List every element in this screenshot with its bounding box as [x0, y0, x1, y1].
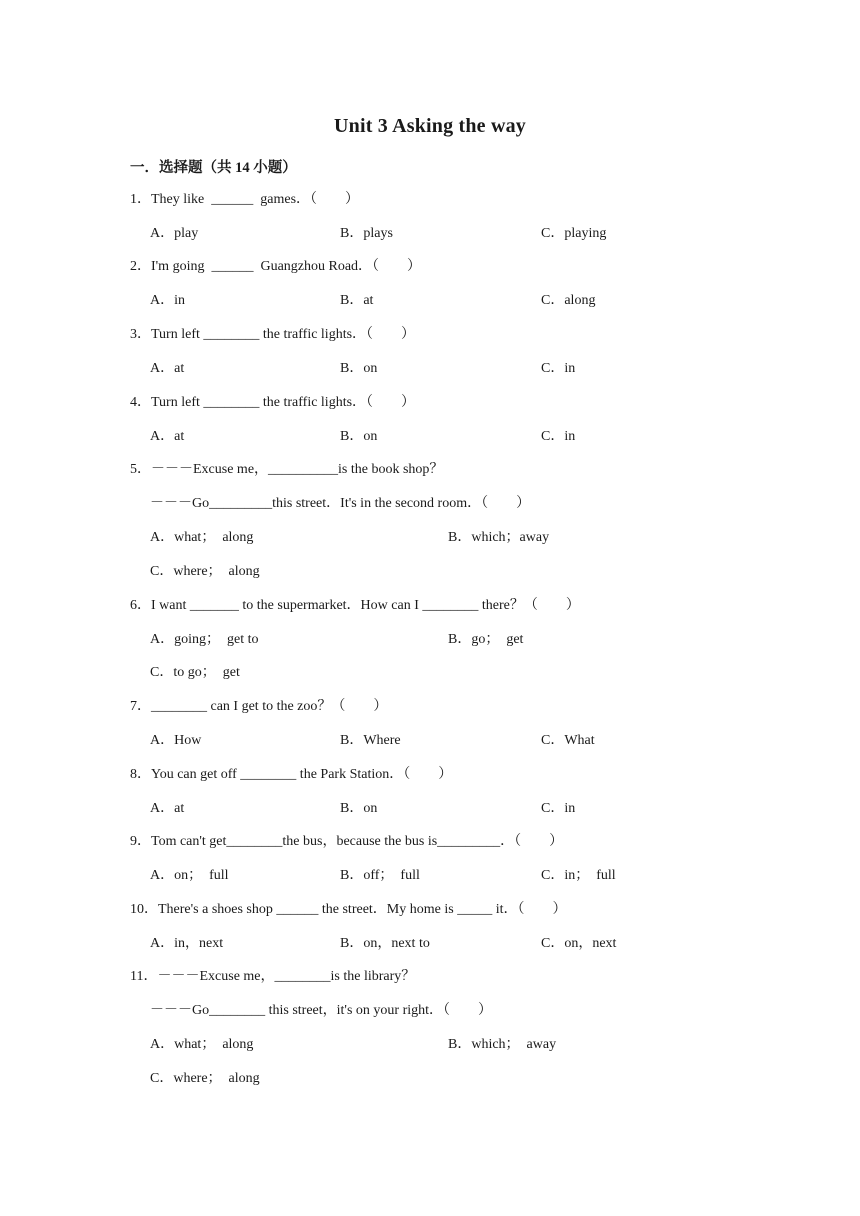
option-c[interactable]: C．along: [541, 293, 596, 308]
option-c[interactable]: C．in: [541, 429, 576, 444]
question-stem: 2．I'm going ______ Guangzhou Road．（ ）: [130, 259, 422, 274]
option-a[interactable]: A．going； get to: [150, 632, 259, 647]
question-stem: 6．I want _______ to the supermarket．How can I ________ there？（ ）: [130, 598, 580, 613]
option-a[interactable]: A．what； along: [150, 530, 254, 545]
option-c[interactable]: C．where； along: [150, 564, 260, 579]
option-b[interactable]: B．which； away: [448, 1037, 557, 1052]
option-a[interactable]: A．at: [150, 801, 185, 816]
page-title: Unit 3 Asking the way: [333, 115, 526, 137]
question-stem: 10．There's a shoes shop ______ the street．My home is _____ it．（ ）: [130, 902, 567, 917]
option-a[interactable]: A．How: [150, 733, 202, 748]
option-c[interactable]: C．in: [541, 801, 576, 816]
option-c[interactable]: C．to go； get: [150, 665, 240, 680]
option-a[interactable]: A．in: [150, 293, 185, 308]
question-stem: 3．Turn left ________ the traffic lights．（ ）: [130, 327, 416, 342]
option-b[interactable]: B．go； get: [448, 632, 524, 647]
option-c[interactable]: C．on，next: [541, 936, 617, 951]
question-stem: 8．You can get off ________ the Park Station．（ ）: [130, 767, 453, 782]
question-stem: 1．They like ______ games．（ ）: [130, 192, 360, 207]
option-c[interactable]: C．What: [541, 733, 595, 748]
option-a[interactable]: A．at: [150, 361, 185, 376]
option-c[interactable]: C．playing: [541, 226, 607, 241]
option-b[interactable]: B．on: [340, 361, 378, 376]
option-b[interactable]: B．on: [340, 801, 378, 816]
option-a[interactable]: A．at: [150, 429, 185, 444]
option-b[interactable]: B．on: [340, 429, 378, 444]
option-a[interactable]: A．in，next: [150, 936, 224, 951]
option-c[interactable]: C．in: [541, 361, 576, 376]
option-b[interactable]: B．on，next to: [340, 936, 430, 951]
question-stem: 9．Tom can't get________the bus，because the bus is_________．（ ）: [130, 834, 564, 849]
question-stem: 5．－－－Excuse me，__________is the book shop？: [130, 462, 444, 477]
option-c[interactable]: C．in； full: [541, 868, 616, 883]
question-stem: 7．________ can I get to the zoo？（ ）: [130, 699, 388, 714]
question-stem: 4．Turn left ________ the traffic lights．（ ）: [130, 395, 416, 410]
question-stem-continued: －－－Go_________this street．It's in the second room．（ ）: [150, 496, 531, 511]
option-b[interactable]: B．plays: [340, 226, 393, 241]
option-a[interactable]: A．on； full: [150, 868, 229, 883]
question-stem: 11．－－－Excuse me，________is the library？: [130, 969, 416, 984]
option-a[interactable]: A．play: [150, 226, 199, 241]
option-b[interactable]: B．off； full: [340, 868, 420, 883]
option-b[interactable]: B．Where: [340, 733, 401, 748]
section-heading: 一．选择题（共 14 小题）: [130, 160, 297, 176]
option-c[interactable]: C．where； along: [150, 1071, 260, 1086]
option-b[interactable]: B．which；away: [448, 530, 550, 545]
option-b[interactable]: B．at: [340, 293, 374, 308]
question-stem-continued: －－－Go________ this street，it's on your right．（ ）: [150, 1003, 493, 1018]
option-a[interactable]: A．what； along: [150, 1037, 254, 1052]
